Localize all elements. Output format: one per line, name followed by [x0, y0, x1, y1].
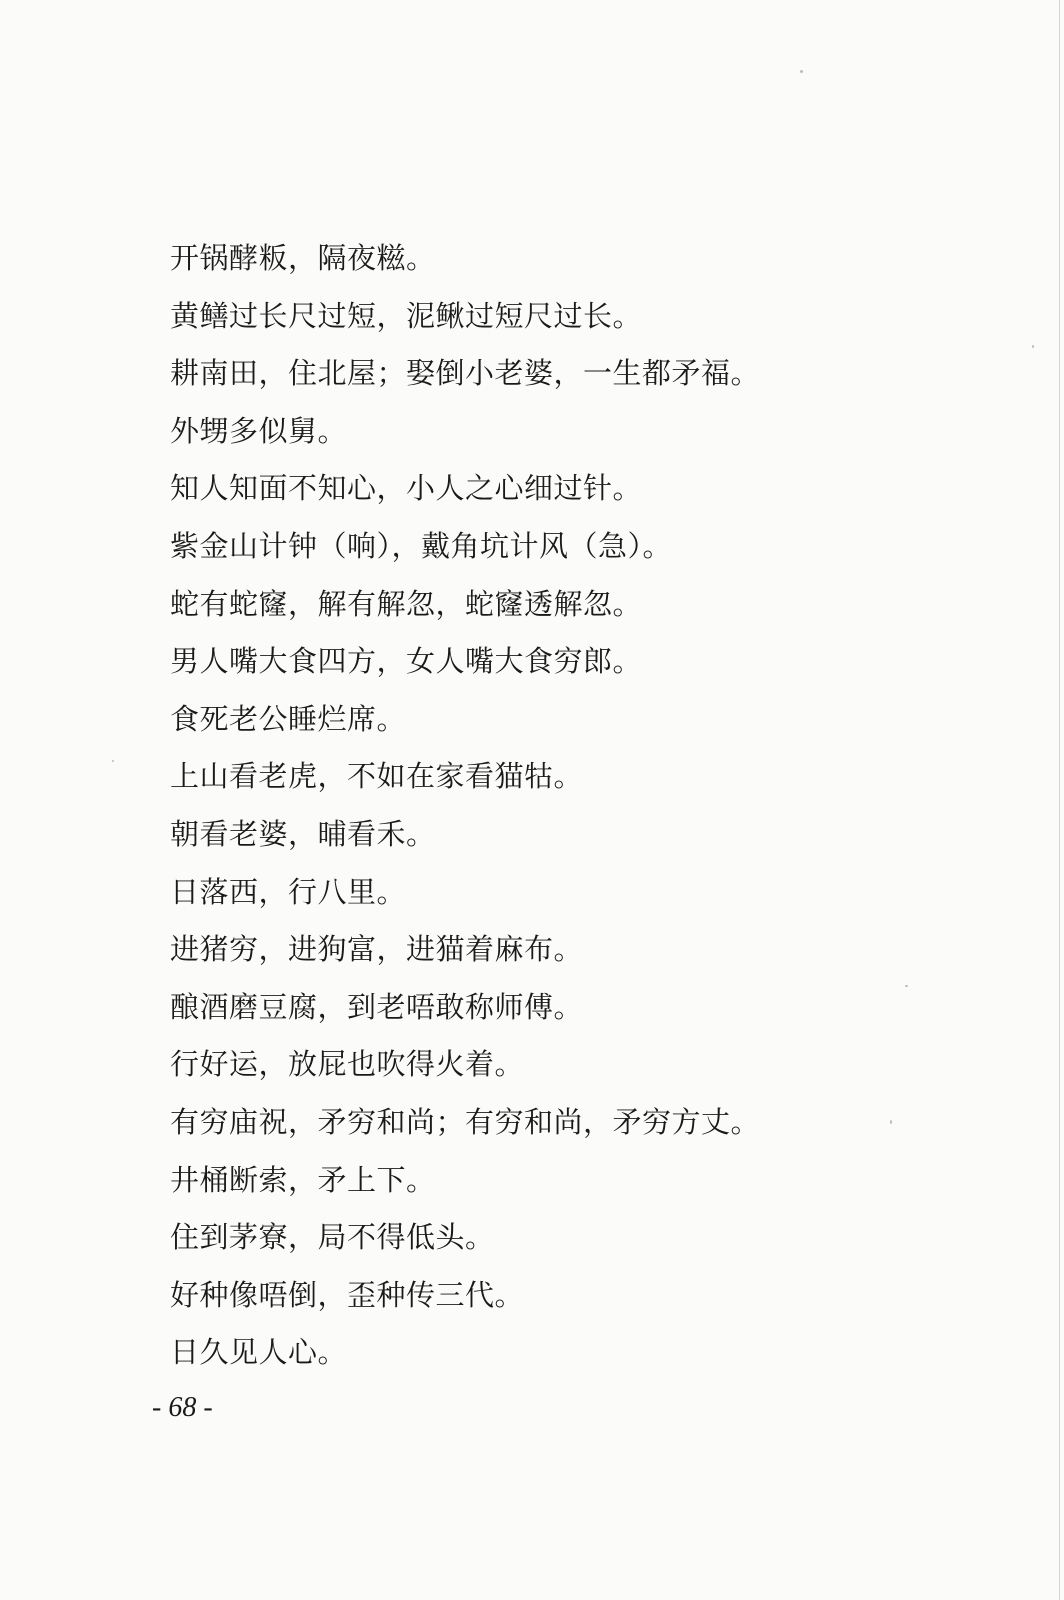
proverb-line: 日落西，行八里。 — [170, 874, 407, 909]
proverb-line: 朝看老婆，晡看禾。 — [170, 816, 436, 851]
proverb-line: 蛇有蛇窿，解有解忽，蛇窿透解忽。 — [170, 586, 643, 621]
proverb-line: 日久见人心。 — [170, 1335, 348, 1370]
proverb-line: 紫金山计钟（响），戴角坑计风（急）。 — [170, 528, 673, 563]
paper-speck — [905, 985, 908, 987]
proverb-line: 外甥多似舅。 — [170, 413, 348, 448]
proverb-line: 黄鳝过长尺过短，泥鳅过短尺过长。 — [170, 298, 643, 333]
proverb-line: 住到茅寮，局不得低头。 — [170, 1220, 495, 1255]
paper-speck — [890, 1120, 892, 1124]
proverb-line: 食死老公睡烂席。 — [170, 701, 407, 736]
paper-speck — [1032, 345, 1034, 348]
paper-speck — [112, 760, 114, 762]
proverb-line: 有穷庙祝，矛穷和尚；有穷和尚，矛穷方丈。 — [170, 1104, 761, 1139]
proverb-line: 男人嘴大食四方，女人嘴大食穷郎。 — [170, 644, 643, 679]
proverb-line: 上山看老虎，不如在家看猫牯。 — [170, 759, 584, 794]
paper-speck — [800, 70, 803, 73]
proverb-line: 耕南田，住北屋；娶倒小老婆，一生都矛福。 — [170, 356, 761, 391]
page-number: - 68 - — [152, 1392, 213, 1423]
proverb-line: 井桶断索，矛上下。 — [170, 1162, 436, 1197]
proverb-line: 酿酒磨豆腐，到老唔敢称师傅。 — [170, 989, 584, 1024]
page-edge — [1059, 0, 1060, 1600]
proverb-line: 进猪穷，进狗富，进猫着麻布。 — [170, 932, 584, 967]
proverb-line: 行好运，放屁也吹得火着。 — [170, 1047, 525, 1082]
proverb-list — [170, 230, 1030, 1382]
proverb-line: 开锅酵粄，隔夜糍。 — [170, 241, 436, 275]
proverb-line: 知人知面不知心，小人之心细过针。 — [170, 471, 643, 506]
proverb-line: 好种像唔倒，歪种传三代。 — [170, 1277, 525, 1312]
